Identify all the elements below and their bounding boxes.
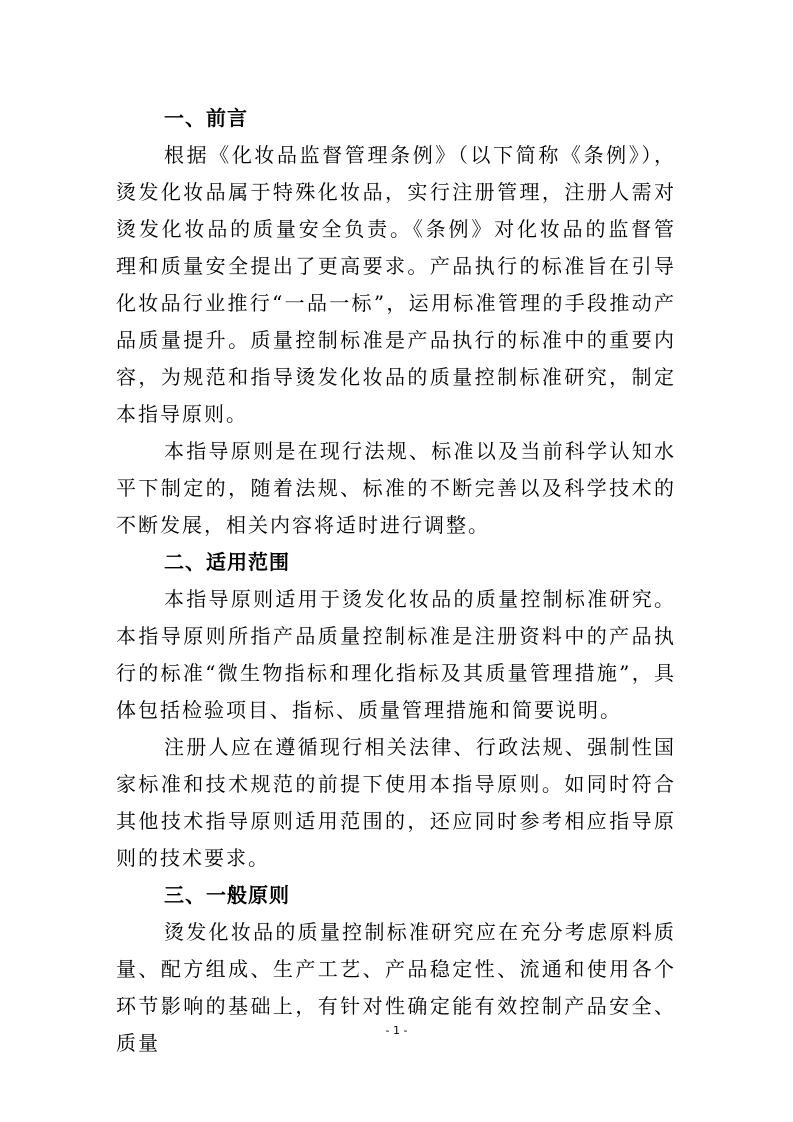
paragraph: 根据《化妆品监督管理条例》（以下简称《条例》），烫发化妆品属于特殊化妆品，实行注册管理，注册人需对烫发化妆品的质量安全负责。《条例》对化妆品的监督管理和质量安全提出了更高要求。产品执行的标准旨在引导化妆品行业推行“一品一标”，运用标准管理的手段推动产品质量提升。质量控制标准是产品执行的标准中的重要内容，为规范和指导烫发化妆品的质量控制标准研究，制定本指导原则。 <box>116 143 676 426</box>
document-body <box>116 100 676 1062</box>
section-preface <box>116 100 676 544</box>
paragraph: 本指导原则适用于烫发化妆品的质量控制标准研究。本指导原则所指产品质量控制标准是注册资料中的产品执行的标准“微生物指标和理化指标及其质量管理措施”，具体包括检验项目、指标、质量管理措施和简要说明。 <box>116 587 676 722</box>
page-number: - 1 - <box>385 1024 408 1037</box>
section-heading: 二、适用范围 <box>164 550 290 574</box>
paragraph: 烫发化妆品的质量控制标准研究应在充分考虑原料质量、配方组成、生产工艺、产品稳定性、流通和使用各个环节影响的基础上，有针对性确定能有效控制产品安全、质量 <box>116 920 676 1055</box>
section-scope <box>116 544 676 877</box>
section-heading: 一、前言 <box>164 106 248 130</box>
section-heading: 三、一般原则 <box>164 883 290 907</box>
paragraph: 注册人应在遵循现行相关法律、行政法规、强制性国家标准和技术规范的前提下使用本指导原则。如同时符合其他技术指导原则适用范围的，还应同时参考相应指导原则的技术要求。 <box>116 735 676 870</box>
paragraph: 本指导原则是在现行法规、标准以及当前科学认知水平下制定的，随着法规、标准的不断完善以及科学技术的不断发展，相关内容将适时进行调整。 <box>116 439 676 537</box>
